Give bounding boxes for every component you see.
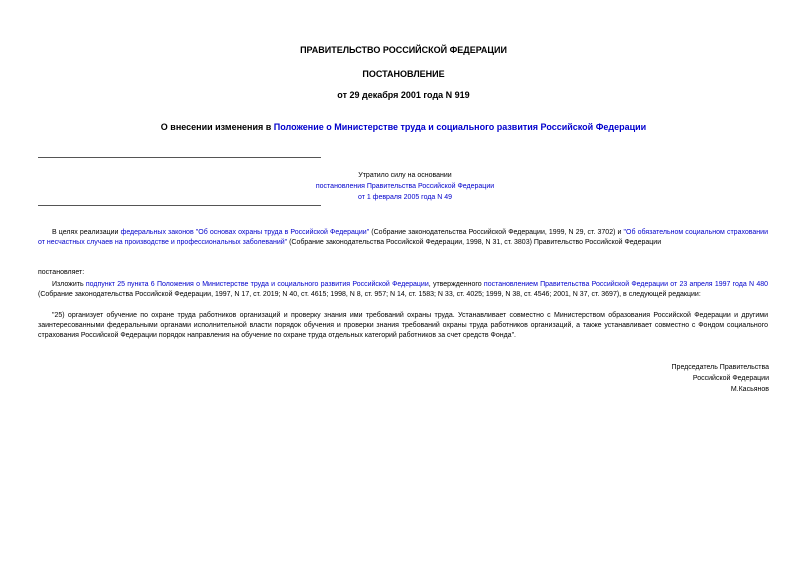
preamble-text-1: В целях реализации [52,229,121,236]
law-link-labor-safety[interactable]: федеральных законов "Об основах охраны труда в Российской Федерации" [120,229,370,236]
paragraph-amendment [38,280,768,300]
government-header: ПРАВИТЕЛЬСТВО РОССИЙСКОЙ ФЕДЕРАЦИИ [300,45,507,55]
lost-force-link-2[interactable]: от 1 февраля 2005 года N 49 [357,194,453,201]
signature-name: М.Касьянов [730,386,769,393]
preamble-text-2: (Собрание законодательства Российской Федерации, 1999, N 29, ст. 3702) и [369,229,624,236]
divider-top [38,157,321,158]
document-title [0,122,807,133]
resolution-link[interactable]: постановлением Правительства Российской Федерации от 23 апреля 1997 года N 480 [483,281,769,288]
amendment-text-1: Изложить [52,281,86,288]
document-date-number: от 29 декабря 2001 года N 919 [337,90,470,100]
document-type: ПОСТАНОВЛЕНИЕ [362,69,445,79]
preamble-text-3: (Собрание законодательства Российской Федерации, 1998, N 31, ст. 3803) Правительство Российской Федерации [287,239,662,246]
paragraph-new-wording: "25) организует обучение по охране труда работников организаций и проверку знания ими требований охраны труда. Устанавливает совместно с Министерством образования Российской Федерации и другими заинтересованными федеральными органами исполнительной власти порядок обучения и проверки знания требований охраны труда работников организаций, а также устанавливает совместно с Фондом социального страхования Российской Федерации порядок направления на обучение по охране труда отдельных категорий работников за счет средств Фонда". [38,312,768,339]
signature-position-1: Председатель Правительства [671,364,769,371]
subparagraph-link[interactable]: подпункт 25 пункта 6 Положения о Министерстве труда и социального развития Российской Федерации [85,281,429,288]
title-link[interactable]: Положение о Министерстве труда и социального развития Российской Федерации [273,122,647,132]
lost-force-link-1[interactable]: постановления Правительства Российской Федерации [315,183,495,190]
lost-force-note [280,170,530,203]
divider-bottom [38,205,321,206]
amendment-text-2: , утвержденного [428,281,484,288]
decides-text: постановляет: [38,269,85,276]
law-link-social-insurance[interactable]: "Об обязательном социальном страховании от несчастных случаев на производстве и профессиональных заболеваний" [38,229,768,246]
lost-force-text: Утратило силу на основании [358,172,452,179]
signature-block [672,362,769,395]
signature-position-2: Российской Федерации [692,375,769,382]
amendment-text-3: (Собрание законодательства Российской Федерации, 1997, N 17, ст. 2019; N 40, ст. 4615; 1998, N 8, ст. 957; N 14, ст. 1583; N 33, ст. 4025; 1999, N 38, ст. 4546; 2001, N 37, ст. 3697), в следующей редакции: [38,291,701,298]
paragraph-preamble [38,228,768,248]
title-prefix: О внесении изменения в [160,122,274,132]
